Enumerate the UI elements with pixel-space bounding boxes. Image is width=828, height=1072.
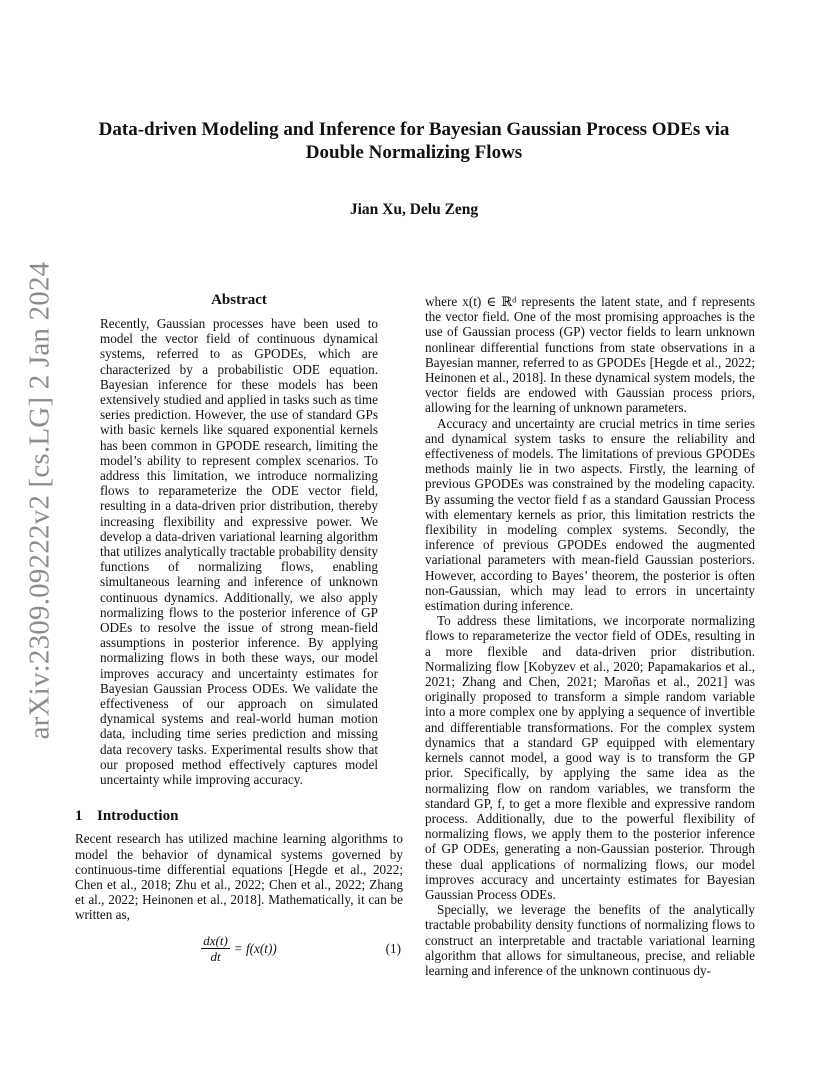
abstract-heading: Abstract <box>211 292 267 308</box>
equation-rhs: = f(x(t)) <box>233 940 277 956</box>
right-column <box>425 294 755 978</box>
paper-authors: Jian Xu, Delu Zeng <box>349 201 479 218</box>
body-paragraph: To address these limitations, we incorporate normalizing flows to reparameterize the vector field of ODEs, resulting in a more flexible and data-driven prior distribution. Normalizing flow [Kobyzev et al., 2020; Papamakarios et al., 2021; Zhang and Chen, 2021; Maroñas et al., 2021] was originally proposed to transform a simple random variable into a more complex one by applying a sequence of invertible and differentiable transformations. For the complex system dynamics that a standard GP equipped with elementary kernels cannot model, a good way is to transform the GP prior. Specifically, by applying the same idea as the normalizing flow on random variables, we transform the standard GP, f, to get a more flexible and expressive random process. Additionally, due to the powerful flexibility of normalizing flows, we apply them to the posterior inference of GP ODEs, generating a non-Gaussian posterior. Through these dual applications of normalizing flows, our model improves accuracy and uncertainty estimates for Bayesian Gaussian Process ODEs. <box>425 613 755 902</box>
body-paragraph: where x(t) ∈ ℝᵈ represents the latent state, and f represents the vector field. One of the most promising approaches is the use of Gaussian process (GP) vector fields to learn unknown nonlinear differential functions from state observations in a Bayesian manner, referred to as GPODEs [Hegde et al., 2022; Heinonen et al., 2018]. In these dynamical system models, the vector fields are endowed with Gaussian process priors, allowing for the learning of unknown parameters. <box>425 294 755 416</box>
abstract-text: Recently, Gaussian processes have been used to model the vector field of continuous dynamical systems, referred to as GPODEs, which are characterized by a probabilistic ODE equation. Bayesian inference for these models has been extensively studied and applied in tasks such as time series prediction. However, the use of standard GPs with basic kernels like squared exponential kernels has been common in GPODE research, limiting the model’s ability to represent complex scenarios. To address this limitation, we introduce normalizing flows to reparameterize the ODE vector field, resulting in a data-driven prior distribution, thereby increasing flexibility and expressive power. We develop a data-driven variational learning algorithm that utilizes analytically tractable probability density functions of normalizing flows, enabling simultaneous learning and inference of unknown continuous dynamics. Additionally, we also apply normalizing flows to the posterior inference of GP ODEs to resolve the issue of strong mean-field assumptions in posterior inference. By applying normalizing flows in both these ways, our model improves accuracy and uncertainty estimates for Bayesian Gaussian Process ODEs. We validate the effectiveness of our approach on simulated dynamical systems and real-world human motion data, including time series prediction and missing data recovery tasks. Experimental results show that our proposed method effectively captures model uncertainty while improving accuracy. <box>100 316 378 788</box>
equation-denominator: dt <box>210 949 221 965</box>
equation-1 <box>75 929 403 969</box>
body-paragraph: Accuracy and uncertainty are crucial metrics in time series and dynamical system tasks to ensure the reliability and effectiveness of models. The limitations of previous GPODEs methods mainly lie in two aspects. Firstly, the learning of previous GPODEs was constrained by the modeling capacity. By assuming the vector field f as a standard Gaussian Process with elementary kernels as prior, this limitation restricts the flexibility in modeling complex systems. Secondly, the inference of previous GPODEs endowed the augmented variational parameters with mean-field Gaussian posteriors. However, according to Bayes’ theorem, the posterior is often non-Gaussian, which may lead to errors in uncertainty estimation during inference. <box>425 415 755 614</box>
equation-number: (1) <box>385 940 401 956</box>
body-paragraph: Specially, we leverage the benefits of the analytically tractable probability density functions of normalizing flows to construct an interpretable and tractable variational learning algorithm that allows for simultaneous, precise, and reliable learning and inference of the unknown continuous dy- <box>425 902 755 978</box>
introduction-paragraph: Recent research has utilized machine learning algorithms to model the behavior of dynamical systems governed by continuous-time differential equations [Hegde et al., 2022; Chen et al., 2018; Zhu et al., 2022; Chen et al., 2022; Zhang et al., 2022; Heinonen et al., 2018]. Mathematically, it can be written as, <box>75 831 403 923</box>
paper-title: Data-driven Modeling and Inference for Bayesian Gaussian Process ODEs via Double Normalizing Flows <box>98 119 730 163</box>
arxiv-identifier-text: arXiv:2309.09222v2 [cs.LG] 2 Jan 2024 <box>23 261 56 739</box>
section-heading-introduction <box>75 807 403 825</box>
section-number: 1 <box>75 808 83 825</box>
section-title: Introduction <box>97 808 179 825</box>
equation-numerator: dx(t) <box>203 933 228 949</box>
equation-fraction <box>201 933 230 964</box>
arxiv-identifier <box>18 261 62 739</box>
left-column <box>75 290 403 969</box>
